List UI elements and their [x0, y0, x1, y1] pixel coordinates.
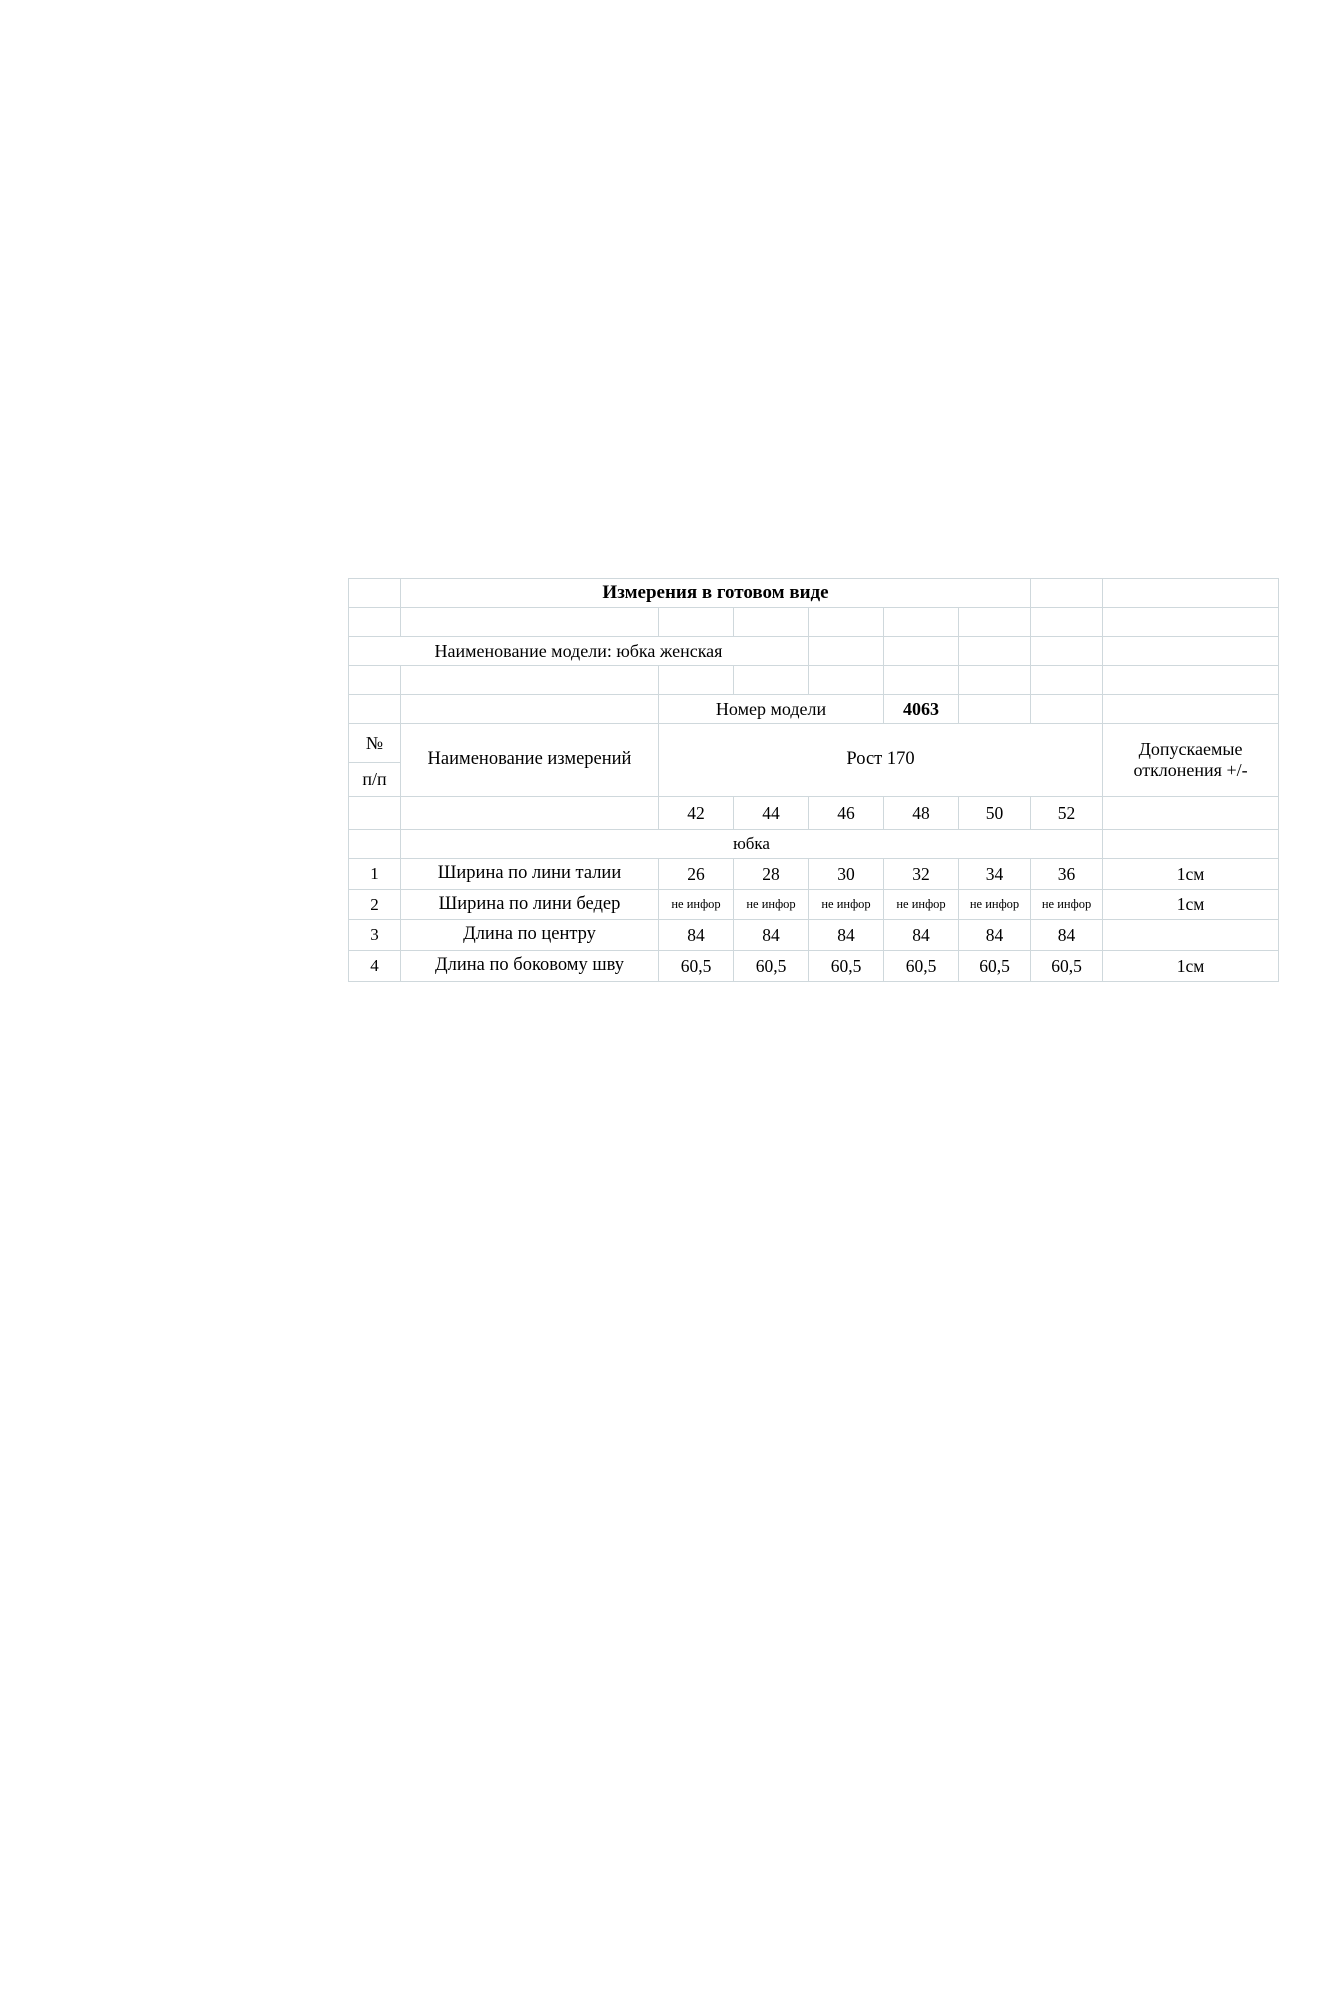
row-value-42: 60,5	[659, 951, 734, 982]
spacer-cell	[884, 666, 959, 695]
header-deviation-line1: Допускаемые	[1138, 739, 1243, 760]
row-deviation: 1см	[1103, 859, 1279, 890]
header-deviation-line2: отклонения +/-	[1133, 760, 1248, 780]
row-value-42: 84	[659, 920, 734, 951]
row-value-48: 60,5	[884, 951, 959, 982]
spacer-cell	[959, 695, 1031, 724]
sizes-row-empty-name	[401, 797, 659, 830]
spacer-cell	[349, 666, 401, 695]
table-row	[349, 859, 1279, 890]
spacer-cell	[734, 666, 809, 695]
spacer-cell	[401, 695, 659, 724]
size-header-46: 46	[809, 797, 884, 830]
row-value-52: 60,5	[1031, 951, 1103, 982]
row-value-48: 32	[884, 859, 959, 890]
size-header-48: 48	[884, 797, 959, 830]
row-measurement-name: Длина по центру	[401, 920, 659, 951]
sizes-row	[349, 797, 1279, 830]
spacer-cell	[959, 608, 1031, 637]
size-header-44: 44	[734, 797, 809, 830]
row-number: 4	[349, 951, 401, 982]
row-measurement-name: Ширина по лини талии	[401, 859, 659, 890]
spacer-cell	[349, 608, 401, 637]
row-value-52: не инфор	[1031, 890, 1103, 920]
spacer-cell	[809, 666, 884, 695]
row-value-48: не инфор	[884, 890, 959, 920]
row-number: 3	[349, 920, 401, 951]
size-header-42: 42	[659, 797, 734, 830]
size-header-52: 52	[1031, 797, 1103, 830]
table-row	[349, 920, 1279, 951]
row-value-50: 60,5	[959, 951, 1031, 982]
row-measurement-name: Длина по боковому шву	[401, 951, 659, 982]
row-value-46: 84	[809, 920, 884, 951]
group-label: юбка	[401, 830, 1103, 859]
header-num-line2: п/п	[349, 763, 401, 797]
row-value-42: не инфор	[659, 890, 734, 920]
model-number-row	[349, 695, 1279, 724]
title-spacer-right-1	[1031, 579, 1103, 608]
row-value-44: 60,5	[734, 951, 809, 982]
spacer-cell	[1103, 608, 1279, 637]
table-row	[349, 890, 1279, 920]
group-row	[349, 830, 1279, 859]
group-row-empty-num	[349, 830, 401, 859]
spacer-cell	[1103, 666, 1279, 695]
row-value-52: 84	[1031, 920, 1103, 951]
spacer-cell	[884, 608, 959, 637]
row-number: 1	[349, 859, 401, 890]
spacer-row-1	[349, 608, 1279, 637]
group-row-empty-deviation	[1103, 830, 1279, 859]
row-value-52: 36	[1031, 859, 1103, 890]
size-header-50: 50	[959, 797, 1031, 830]
spacer-cell	[659, 666, 734, 695]
spacer-cell	[959, 666, 1031, 695]
row-measurement-name: Ширина по лини бедер	[401, 890, 659, 920]
spacer-cell	[809, 637, 884, 666]
model-name-row	[349, 637, 1279, 666]
row-value-44: 84	[734, 920, 809, 951]
header-measurement-name: Наименование измерений	[401, 724, 659, 797]
document-title: Измерения в готовом виде	[401, 579, 1031, 608]
row-value-46: 60,5	[809, 951, 884, 982]
spacer-cell	[1103, 637, 1279, 666]
row-value-50: 34	[959, 859, 1031, 890]
header-deviation	[1103, 724, 1279, 797]
spacer-cell	[401, 608, 659, 637]
spacer-cell	[1103, 695, 1279, 724]
model-number-value: 4063	[884, 695, 959, 724]
row-value-48: 84	[884, 920, 959, 951]
title-spacer-right-2	[1103, 579, 1279, 608]
table-row	[349, 951, 1279, 982]
measurements-sheet	[348, 578, 1278, 982]
spacer-cell	[809, 608, 884, 637]
row-deviation: 1см	[1103, 951, 1279, 982]
spacer-cell	[959, 637, 1031, 666]
row-value-44: 28	[734, 859, 809, 890]
spacer-cell	[1031, 695, 1103, 724]
header-height-group: Рост 170	[659, 724, 1103, 797]
row-value-50: 84	[959, 920, 1031, 951]
model-number-label: Номер модели	[659, 695, 884, 724]
row-value-46: не инфор	[809, 890, 884, 920]
row-value-42: 26	[659, 859, 734, 890]
sizes-row-empty-num	[349, 797, 401, 830]
row-deviation	[1103, 920, 1279, 951]
title-spacer-left	[349, 579, 401, 608]
spacer-row-2	[349, 666, 1279, 695]
spacer-cell	[659, 608, 734, 637]
spacer-cell	[1031, 666, 1103, 695]
spacer-cell	[401, 666, 659, 695]
spacer-cell	[1031, 608, 1103, 637]
row-deviation: 1см	[1103, 890, 1279, 920]
row-value-50: не инфор	[959, 890, 1031, 920]
sizes-row-empty-deviation	[1103, 797, 1279, 830]
row-value-44: не инфор	[734, 890, 809, 920]
spacer-cell	[884, 637, 959, 666]
measurements-table	[348, 578, 1279, 982]
spacer-cell	[1031, 637, 1103, 666]
row-number: 2	[349, 890, 401, 920]
title-row	[349, 579, 1279, 608]
spacer-cell	[734, 608, 809, 637]
row-value-46: 30	[809, 859, 884, 890]
spacer-cell	[349, 695, 401, 724]
table-header-row-top	[349, 724, 1279, 763]
header-num-line1: №	[349, 724, 401, 763]
model-name-label: Наименование модели: юбка женская	[349, 637, 809, 666]
